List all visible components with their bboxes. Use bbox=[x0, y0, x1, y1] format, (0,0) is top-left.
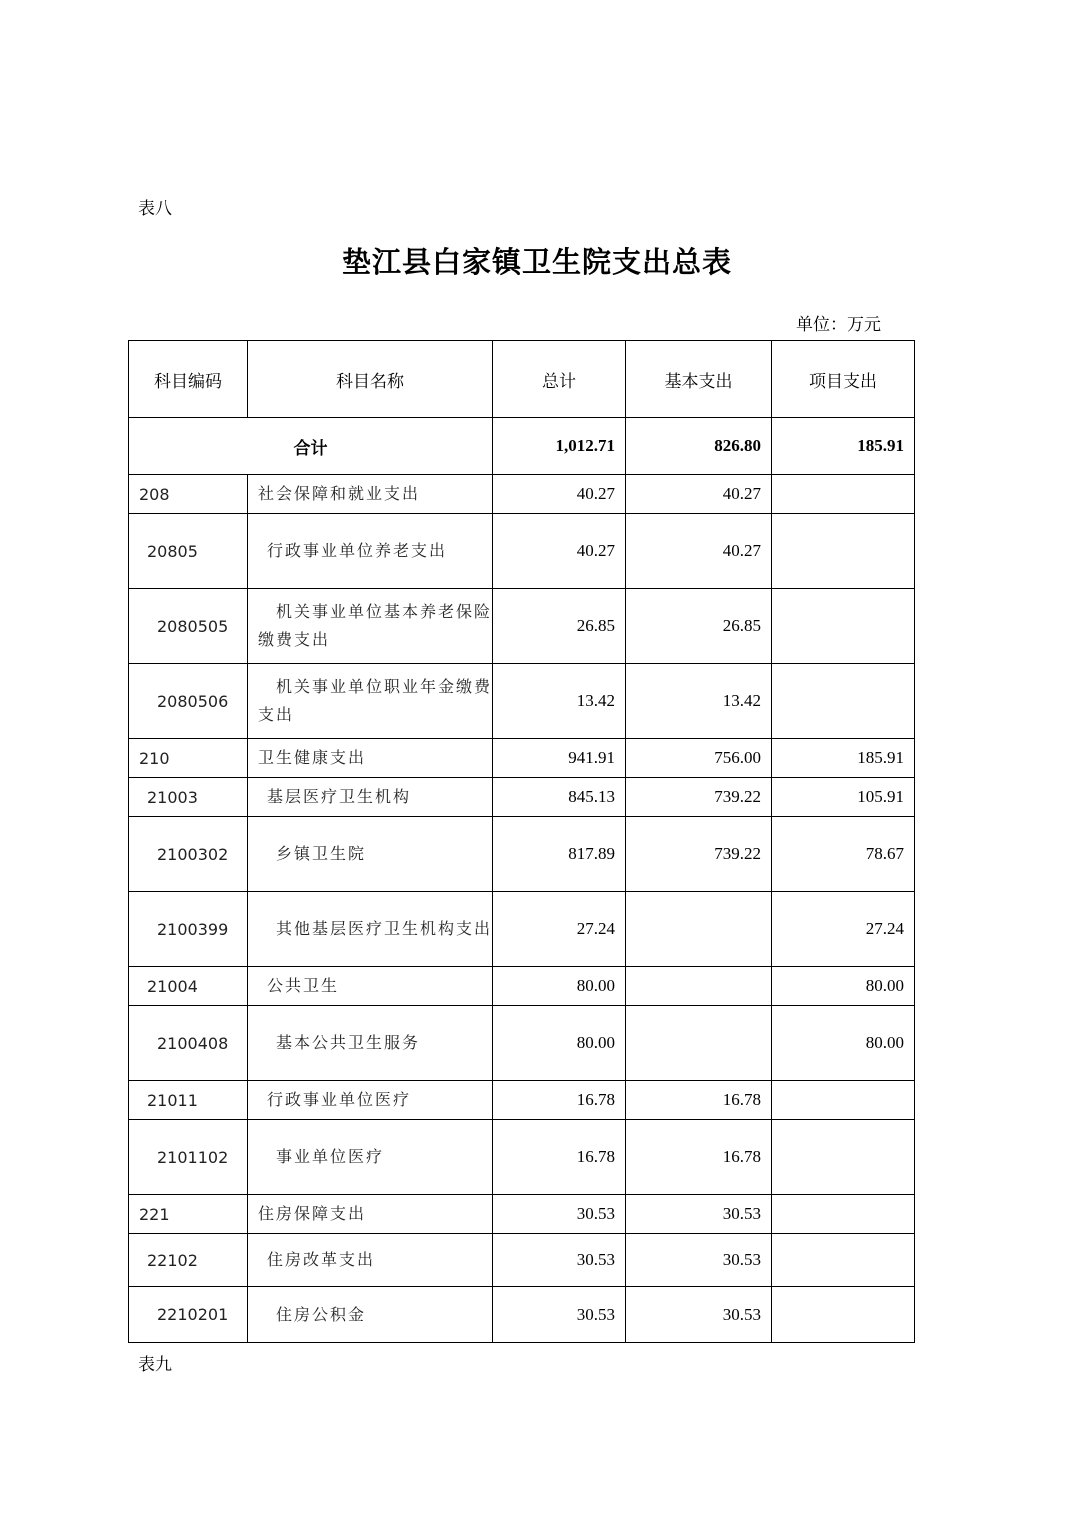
table-row bbox=[129, 589, 915, 664]
table-row bbox=[129, 1234, 915, 1287]
row-total: 30.53 bbox=[493, 1234, 626, 1287]
page-title: 垫江县白家镇卫生院支出总表 bbox=[341, 245, 732, 279]
row-total: 13.42 bbox=[493, 664, 626, 739]
table-row bbox=[129, 739, 915, 778]
row-name: 机关事业单位基本养老保险缴费支出 bbox=[248, 589, 493, 664]
table-row bbox=[129, 1195, 915, 1234]
row-total: 16.78 bbox=[493, 1120, 626, 1195]
row-code: 2080506 bbox=[129, 664, 248, 739]
table-row bbox=[129, 967, 915, 1006]
row-code: 208 bbox=[129, 475, 248, 514]
row-code: 2100408 bbox=[129, 1006, 248, 1081]
row-name: 事业单位医疗 bbox=[248, 1120, 493, 1195]
row-code: 22102 bbox=[129, 1234, 248, 1287]
row-project bbox=[772, 664, 915, 739]
row-basic: 40.27 bbox=[626, 475, 772, 514]
table-row bbox=[129, 778, 915, 817]
row-name: 行政事业单位医疗 bbox=[248, 1081, 493, 1120]
table-row bbox=[129, 1081, 915, 1120]
row-name: 住房改革支出 bbox=[248, 1234, 493, 1287]
row-code: 21004 bbox=[129, 967, 248, 1006]
row-basic: 16.78 bbox=[626, 1120, 772, 1195]
row-name: 住房公积金 bbox=[248, 1287, 493, 1343]
total-label: 合计 bbox=[129, 418, 493, 475]
row-code: 21003 bbox=[129, 778, 248, 817]
table-row bbox=[129, 1006, 915, 1081]
row-basic: 30.53 bbox=[626, 1287, 772, 1343]
row-total: 30.53 bbox=[493, 1287, 626, 1343]
header-project: 项目支出 bbox=[772, 341, 915, 418]
row-name: 行政事业单位养老支出 bbox=[248, 514, 493, 589]
header-total: 总计 bbox=[493, 341, 626, 418]
row-name: 社会保障和就业支出 bbox=[248, 475, 493, 514]
row-total: 30.53 bbox=[493, 1195, 626, 1234]
header-name: 科目名称 bbox=[248, 341, 493, 418]
row-basic: 30.53 bbox=[626, 1234, 772, 1287]
table-row bbox=[129, 664, 915, 739]
row-name: 基本公共卫生服务 bbox=[248, 1006, 493, 1081]
row-project: 78.67 bbox=[772, 817, 915, 892]
row-total: 941.91 bbox=[493, 739, 626, 778]
header-code: 科目编码 bbox=[129, 341, 248, 418]
expenditure-table bbox=[128, 340, 915, 1343]
row-code: 20805 bbox=[129, 514, 248, 589]
row-project bbox=[772, 589, 915, 664]
row-basic bbox=[626, 892, 772, 967]
total-project-value: 185.91 bbox=[772, 418, 915, 475]
table-row bbox=[129, 475, 915, 514]
row-project: 185.91 bbox=[772, 739, 915, 778]
row-project bbox=[772, 514, 915, 589]
header-basic: 基本支出 bbox=[626, 341, 772, 418]
row-name: 机关事业单位职业年金缴费支出 bbox=[248, 664, 493, 739]
row-basic bbox=[626, 1006, 772, 1081]
row-project bbox=[772, 1081, 915, 1120]
row-basic: 739.22 bbox=[626, 817, 772, 892]
row-total: 16.78 bbox=[493, 1081, 626, 1120]
row-name: 基层医疗卫生机构 bbox=[248, 778, 493, 817]
table-row bbox=[129, 514, 915, 589]
row-total: 80.00 bbox=[493, 1006, 626, 1081]
row-total: 80.00 bbox=[493, 967, 626, 1006]
row-total: 817.89 bbox=[493, 817, 626, 892]
row-basic: 16.78 bbox=[626, 1081, 772, 1120]
row-total: 40.27 bbox=[493, 514, 626, 589]
row-code: 2101102 bbox=[129, 1120, 248, 1195]
row-name: 住房保障支出 bbox=[248, 1195, 493, 1234]
row-code: 210 bbox=[129, 739, 248, 778]
table-row bbox=[129, 1287, 915, 1343]
total-basic-value: 826.80 bbox=[626, 418, 772, 475]
row-code: 2100302 bbox=[129, 817, 248, 892]
table-row bbox=[129, 892, 915, 967]
total-row bbox=[129, 418, 915, 475]
row-project bbox=[772, 1234, 915, 1287]
next-table-label: 表九 bbox=[138, 1355, 172, 1375]
row-basic bbox=[626, 967, 772, 1006]
table-row bbox=[129, 1120, 915, 1195]
row-name: 其他基层医疗卫生机构支出 bbox=[248, 892, 493, 967]
row-name: 卫生健康支出 bbox=[248, 739, 493, 778]
row-total: 845.13 bbox=[493, 778, 626, 817]
row-basic: 26.85 bbox=[626, 589, 772, 664]
table-row bbox=[129, 817, 915, 892]
row-name: 公共卫生 bbox=[248, 967, 493, 1006]
row-project bbox=[772, 1287, 915, 1343]
table-number-label: 表八 bbox=[138, 199, 172, 219]
header-row bbox=[129, 341, 915, 418]
row-code: 221 bbox=[129, 1195, 248, 1234]
row-project: 105.91 bbox=[772, 778, 915, 817]
row-basic: 756.00 bbox=[626, 739, 772, 778]
row-project bbox=[772, 475, 915, 514]
row-project bbox=[772, 1120, 915, 1195]
row-basic: 40.27 bbox=[626, 514, 772, 589]
row-project: 80.00 bbox=[772, 967, 915, 1006]
row-basic: 30.53 bbox=[626, 1195, 772, 1234]
row-total: 40.27 bbox=[493, 475, 626, 514]
row-total: 26.85 bbox=[493, 589, 626, 664]
row-total: 27.24 bbox=[493, 892, 626, 967]
row-code: 2100399 bbox=[129, 892, 248, 967]
unit-label: 单位：万元 bbox=[796, 315, 881, 335]
row-basic: 739.22 bbox=[626, 778, 772, 817]
row-basic: 13.42 bbox=[626, 664, 772, 739]
row-name: 乡镇卫生院 bbox=[248, 817, 493, 892]
row-project: 27.24 bbox=[772, 892, 915, 967]
total-value: 1,012.71 bbox=[493, 418, 626, 475]
row-project: 80.00 bbox=[772, 1006, 915, 1081]
row-project bbox=[772, 1195, 915, 1234]
row-code: 2210201 bbox=[129, 1287, 248, 1343]
row-code: 21011 bbox=[129, 1081, 248, 1120]
row-code: 2080505 bbox=[129, 589, 248, 664]
